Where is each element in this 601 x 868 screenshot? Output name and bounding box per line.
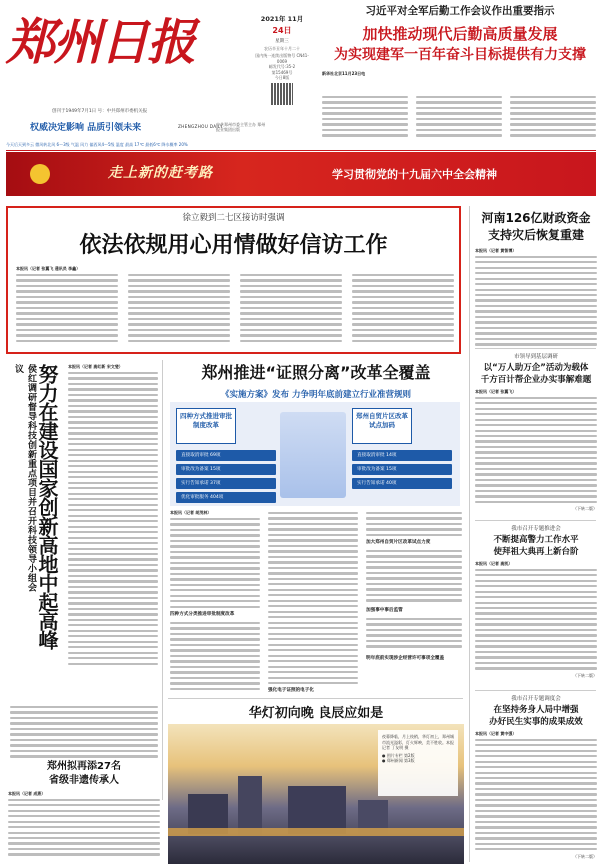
date-day: 24日 bbox=[272, 26, 292, 35]
vertical-side-headline: 侯红调研督导科技创新重点项目并召开科技领导小组会议 bbox=[13, 364, 36, 592]
reform-sub3: 加强事中事后监管 bbox=[366, 608, 403, 613]
right4-next: （下转二版） bbox=[573, 853, 597, 859]
infographic-label-a: 四种方式推进审批制度改革 bbox=[180, 412, 232, 429]
right-story2 bbox=[475, 352, 597, 512]
banner-left: 走上新的赶考路 bbox=[108, 165, 213, 181]
reform-subhead: 《实施方案》发布 力争明年底前建立行业准营规则 bbox=[221, 390, 411, 400]
right4-headline1: 在坚持务身人局中增强 bbox=[493, 705, 579, 715]
right3-headline1: 不断提高警力工作水平 bbox=[493, 535, 579, 545]
weekday: 星期三 bbox=[275, 39, 289, 44]
pills-a bbox=[176, 450, 276, 506]
bl-headline2: 省级非遗传承人 bbox=[49, 775, 119, 786]
pill-b-2: 审批改为备案 15项 bbox=[352, 464, 452, 475]
right3-kicker: 我市召开专题推进会 bbox=[511, 526, 561, 532]
right4-kicker: 我市召开专题调度会 bbox=[511, 696, 561, 702]
right2-kicker: 市领导到基层调研 bbox=[513, 354, 558, 360]
photo-note2: ● 郑州新闻 第3版 bbox=[382, 758, 415, 764]
right3-next: （下转二版） bbox=[573, 672, 597, 678]
vertical-body1 bbox=[68, 372, 158, 668]
photo-note1: ● 图片专栏 第2版 bbox=[382, 752, 415, 758]
right2-headline2: 千方百计帮企业办实事解难题 bbox=[480, 375, 592, 385]
pill-b-1: 直接取消审批 14项 bbox=[352, 450, 452, 461]
date-block bbox=[254, 14, 310, 114]
right4-byline: 本报讯（记者 黄中强） bbox=[475, 731, 517, 736]
right2-body bbox=[475, 397, 597, 503]
photo-caption-box bbox=[378, 730, 458, 796]
right4-body bbox=[475, 739, 597, 851]
main-body-col4 bbox=[352, 274, 454, 345]
pill-a-3: 实行告知承诺 37项 bbox=[176, 478, 276, 489]
reform-sub4: 强化电子证照的电子化 bbox=[268, 688, 314, 693]
pill-a-1: 直接取消审批 69项 bbox=[176, 450, 276, 461]
top-story bbox=[322, 4, 598, 144]
pills-b bbox=[352, 450, 452, 492]
bottom-left-story bbox=[8, 760, 160, 864]
right3-body bbox=[475, 569, 597, 670]
reform-headline: 郑州推进“证照分离”改革全覆盖 bbox=[201, 363, 431, 382]
photo-caption: 夜幕降临，月上枝梢，华灯初上，郑州城市流光溢彩，灯火辉映，美不胜收。本报记者 丁友明 摄 bbox=[382, 734, 454, 751]
reform-body-col3 bbox=[366, 512, 462, 539]
banner-right: 学习贯彻党的十九届六中全会精神 bbox=[332, 168, 497, 181]
date-year: 2021年 11月 bbox=[260, 15, 304, 23]
right1-headline1: 河南126亿财政资金 bbox=[481, 211, 591, 225]
infographic-panel-a bbox=[176, 408, 236, 444]
reform-sub1: 四种方式分类推进审批制度改革 bbox=[170, 612, 235, 617]
issue-number: 第15469号 bbox=[271, 69, 293, 75]
main-story-box bbox=[6, 206, 461, 354]
top-story-body3 bbox=[510, 96, 596, 140]
slogan: 权威决定影响 品质引领未来 bbox=[30, 123, 142, 133]
reform-byline: 本报讯（记者 胡茂林） bbox=[170, 510, 212, 515]
post-code: 邮发代号:35-2 bbox=[268, 64, 296, 70]
bl-byline: 本报讯（记者 成燕） bbox=[8, 791, 46, 796]
right-story1 bbox=[475, 210, 597, 346]
right3-headline2: 使拜祖大典再上新台阶 bbox=[493, 547, 579, 557]
top-story-title2: 加快推动现代后勤高质量发展 bbox=[362, 25, 558, 43]
right2-byline: 本报讯（记者 张翼飞） bbox=[475, 389, 517, 394]
banner bbox=[6, 152, 596, 196]
vertical-big-headline: 努力在建设国家创新高地中起高峰 bbox=[35, 364, 59, 649]
main-body-col3 bbox=[240, 274, 342, 345]
right1-byline: 本报讯（记者 黄智博） bbox=[475, 248, 517, 253]
top-story-title3: 为实现建军一百年奋斗目标提供有力支撑 bbox=[334, 47, 586, 63]
lunar-date: 农历辛丑年十月二十 bbox=[264, 46, 300, 51]
pill-a-2: 审批改为备案 15项 bbox=[176, 464, 276, 475]
main-body-col1 bbox=[16, 274, 118, 345]
main-kicker: 徐立毅到二七区接访时强调 bbox=[182, 213, 285, 223]
right1-body bbox=[475, 256, 597, 346]
main-body-col2 bbox=[128, 274, 230, 345]
infographic-label-b: 郑州自贸片区改革试点加码 bbox=[356, 412, 408, 429]
photo-title: 华灯初向晚 良辰应如是 bbox=[248, 706, 384, 721]
reform-body-col1 bbox=[170, 518, 260, 611]
infographic-panel-b bbox=[352, 408, 412, 444]
masthead-logo bbox=[6, 6, 218, 86]
weather-bar: 今天后天到多云 微风转北风 6～3级 气温 风力 偏西风4～5级 温度 最高 17℃ 最低6℃ 降水概率 20% bbox=[6, 142, 188, 147]
right1-headline2: 支持灾后恢复重建 bbox=[487, 228, 584, 242]
reform-sub5: 明年底前实现涉企经营许可事项全覆盖 bbox=[366, 656, 445, 661]
main-byline: 本报讯（记者 张翼飞 通讯员 李鑫） bbox=[16, 266, 81, 271]
right3-byline: 本报讯（记者 高凯） bbox=[475, 561, 513, 566]
reform-body-col3c bbox=[366, 618, 462, 651]
top-story-body bbox=[322, 96, 408, 140]
pill-a-4: 优化审批服务 404项 bbox=[176, 492, 276, 503]
bl-headline1: 郑州拟再添27名 bbox=[47, 761, 121, 772]
pill-b-3: 实行告知承诺 40项 bbox=[352, 478, 452, 489]
reform-infographic bbox=[170, 402, 460, 506]
page-count: 今日8版 bbox=[274, 75, 290, 81]
reform-body-col1b bbox=[170, 622, 260, 693]
qr-code bbox=[271, 83, 293, 105]
founded-line: 创刊于1949年7月1日 号：中共郑州市委机关报 bbox=[52, 109, 148, 114]
infographic-illustration bbox=[280, 412, 346, 498]
logo-text: 郑州日报 bbox=[6, 13, 195, 71]
bl-body bbox=[8, 799, 160, 856]
right2-next: （下转二版） bbox=[573, 506, 597, 512]
top-story-body2 bbox=[416, 96, 502, 140]
vertical-byline: 本报讯（记者 高红新 宋文斐） bbox=[68, 364, 123, 369]
supervisor: 中共郑州市委主管主办 郑州报业集团出版 bbox=[216, 122, 266, 133]
main-headline: 依法依规用心用情做好信访工作 bbox=[79, 233, 388, 258]
cn-number: 国内统一连续出版物号 CN41-0069 bbox=[255, 53, 309, 64]
top-story-title1: 习近平对全军后勤工作会议作出重要指示 bbox=[365, 5, 555, 17]
right2-headline1: 以“万人助万企”活动为载体 bbox=[483, 363, 589, 373]
reform-sub2: 加大郑州自贸片区改革试点力度 bbox=[366, 540, 431, 545]
reform-body-col3b bbox=[366, 550, 462, 605]
top-story-lead: 新华社北京11月23日电 bbox=[322, 71, 366, 76]
party-emblem-icon bbox=[30, 164, 50, 184]
right-story4 bbox=[475, 694, 597, 864]
reform-body-col2 bbox=[268, 512, 358, 688]
right4-headline2: 办好民生实事的成果成效 bbox=[489, 717, 583, 727]
right-story3 bbox=[475, 524, 597, 680]
pinyin-name: ZHENGZHOU DAILY bbox=[178, 124, 223, 129]
night-city-photo bbox=[168, 724, 464, 864]
